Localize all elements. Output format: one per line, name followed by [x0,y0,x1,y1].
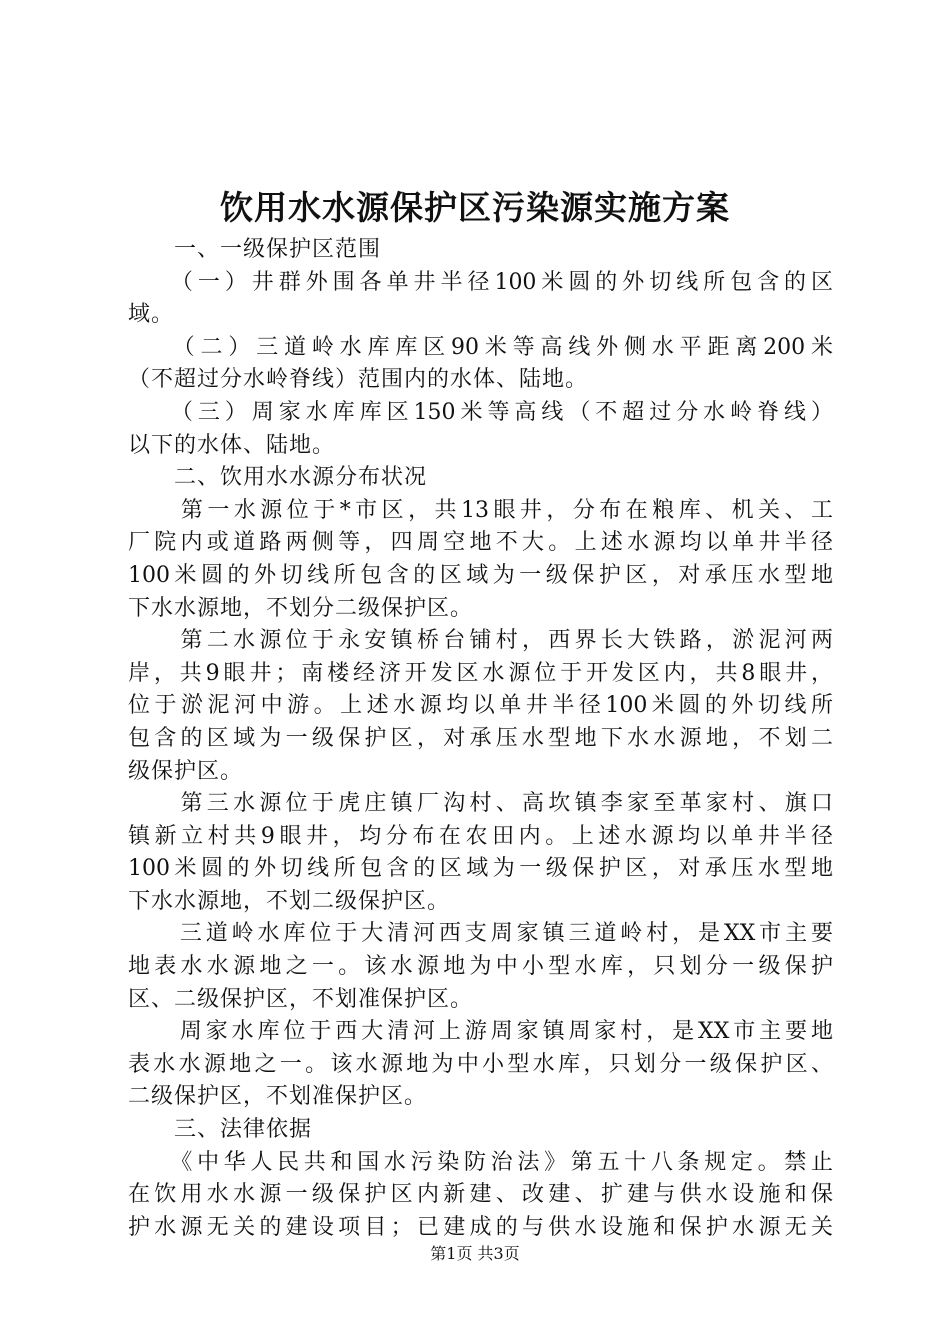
body-line: 在饮用水水源一级保护区内新建、改建、扩建与供水设施和保 [128,1182,833,1208]
body-line: 域。 [128,302,175,328]
page-number-footer: 第1页 共3页 [430,1244,520,1263]
body-line: 以下的水体、陆地。 [128,432,336,458]
body-line: 厂院内或道路两侧等，四周空地不大。上述水源均以单井半径 [128,530,833,556]
body-line: （不超过分水岭脊线）范围内的水体、陆地。 [128,367,589,393]
body-line: 周家水库位于西大清河上游周家镇周家村，是XX市主要地 [128,1019,833,1045]
section-heading-1: 一、一级保护区范围 [128,237,382,262]
body-line: （一）井群外围各单井半径100米圆的外切线所包含的区 [128,269,833,295]
body-line: 表水水源地之一。该水源地为中小型水库，只划分一级保护区、 [128,1051,833,1077]
document-title: 饮用水水源保护区污染源实施方案 [220,188,730,227]
body-line: 第一水源位于*市区，共13眼井，分布在粮库、机关、工 [128,497,833,523]
body-line: 《中华人民共和国水污染防治法》第五十八条规定。禁止 [128,1149,833,1175]
body-line: 护水源无关的建设项目；已建成的与供水设施和保护水源无关 [128,1214,833,1240]
body-line: 第二水源位于永安镇桥台铺村，西界长大铁路，淤泥河两 [128,628,833,654]
body-line: 二级保护区，不划准保护区。 [128,1084,428,1110]
body-line: 地表水水源地之一。该水源地为中小型水库，只划分一级保护 [128,954,833,980]
section-heading-2: 二、饮用水水源分布状况 [128,465,428,491]
body-line: （三）周家水库库区150米等高线（不超过分水岭脊线） [128,399,833,425]
body-line: 位于淤泥河中游。上述水源均以单井半径100米圆的外切线所 [128,693,833,719]
body-line: 下水水源地，不划二级保护区。 [128,888,451,914]
body-line: 包含的区域为一级保护区，对承压水型地下水水源地，不划二 [128,725,833,751]
body-line: 三道岭水库位于大清河西支周家镇三道岭村，是XX市主要 [128,921,833,947]
body-line: 区、二级保护区，不划准保护区。 [128,986,474,1012]
body-line: 第三水源位于虎庄镇厂沟村、高坎镇李家至革家村、旗口 [128,791,833,817]
body-line: 镇新立村共9眼井，均分布在农田内。上述水源均以单井半径 [128,823,833,849]
body-line: 100米圆的外切线所包含的区域为一级保护区，对承压水型地 [128,856,833,882]
body-line: 岸，共9眼井；南楼经济开发区水源位于开发区内，共8眼井， [128,660,833,686]
document-body [128,234,833,1244]
body-line: 级保护区。 [128,758,244,784]
body-line: （二）三道岭水库库区90米等高线外侧水平距离200米 [128,334,833,360]
body-line: 100米圆的外切线所包含的区域为一级保护区，对承压水型地 [128,562,833,588]
section-heading-3: 三、法律依据 [128,1117,313,1143]
body-line: 下水水源地，不划分二级保护区。 [128,595,474,621]
